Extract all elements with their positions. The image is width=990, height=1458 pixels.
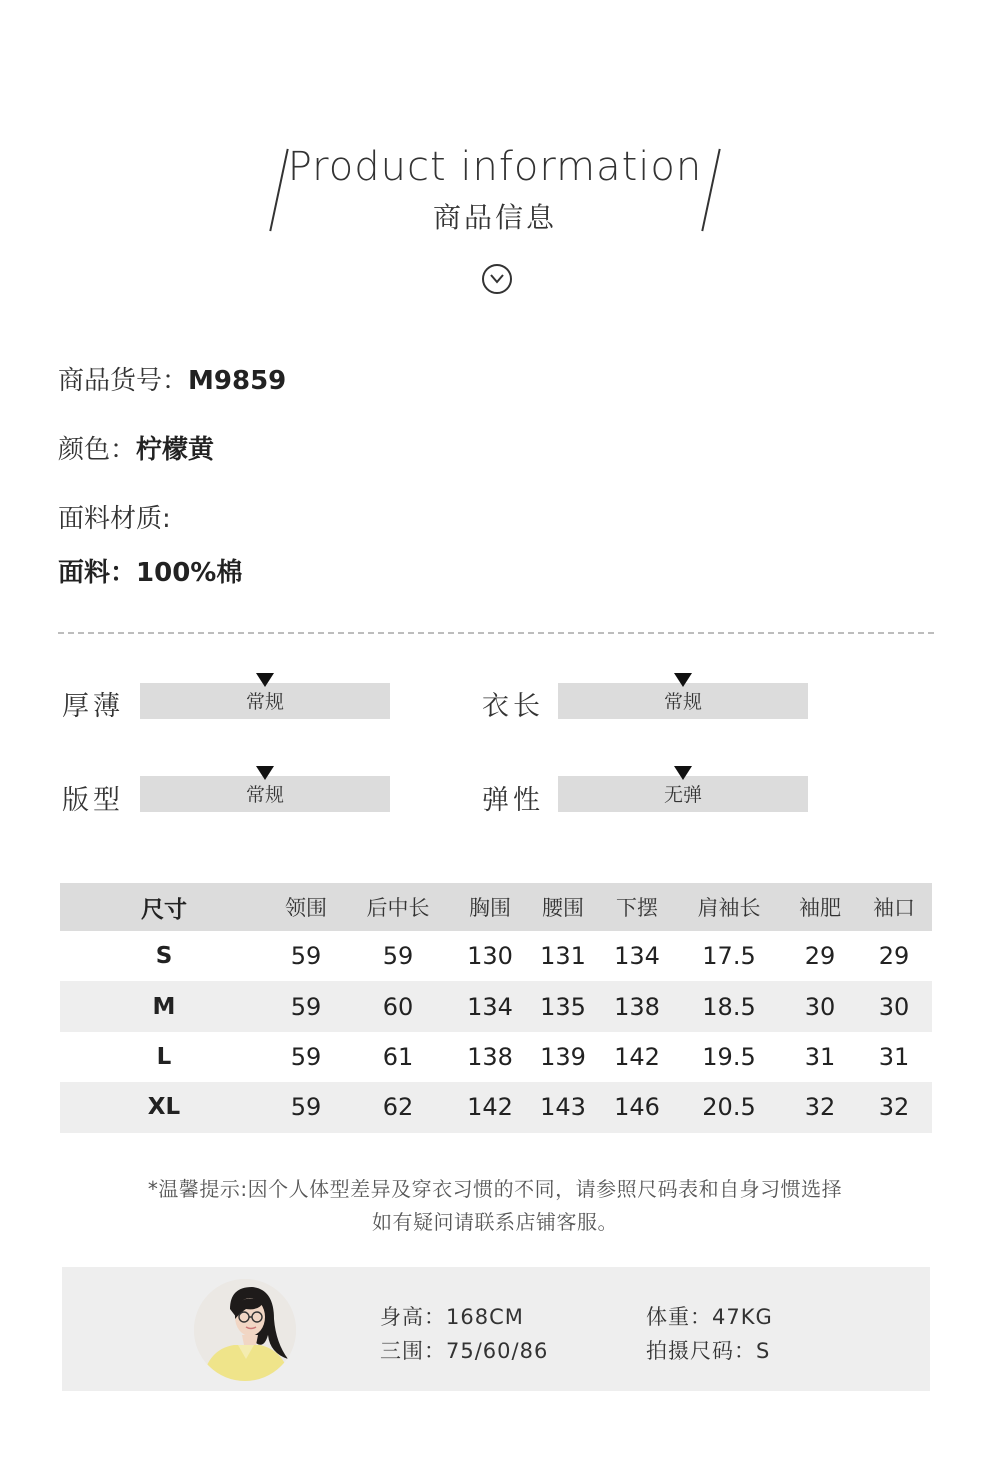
measurement-cell: 135 [540,992,586,1021]
fabric-line [58,552,242,589]
size-cell: XL [147,1094,181,1121]
dashed-divider [58,632,934,634]
measurement-cell: 19.5 [702,1042,756,1071]
measurement-cell: 134 [614,942,660,971]
measurement-cell: 139 [540,1042,586,1071]
table-row [60,981,932,1031]
model-weight-value: 47KG [712,1305,773,1329]
elasticity-value: 无弹 [663,784,702,806]
sku-line [58,360,286,397]
model-shoot-size-label: 拍摄尺码： [646,1339,756,1363]
measurement-cell: 61 [382,1042,414,1071]
measurement-cell: 30 [804,992,836,1021]
elasticity-bar [558,776,808,812]
measurement-cell: 142 [614,1042,660,1071]
table-body [60,931,932,1133]
measurement-cell: 130 [467,942,513,971]
fit-bar [140,776,390,812]
model-weight-label: 体重： [646,1305,712,1329]
measurement-cell: 29 [804,942,836,971]
chevron-down-circle-icon [482,264,512,294]
measurement-cell: 32 [804,1093,836,1122]
triangle-down-icon [674,673,692,687]
measurement-cell: 29 [878,942,910,971]
header-cell: 腰围 [542,896,584,920]
size-cell: S [155,943,173,970]
measurement-cell: 59 [290,992,322,1021]
material-heading: 面料材质: [58,504,171,534]
measurement-cell: 31 [878,1042,910,1071]
length-bar [558,683,808,719]
chevron-down-icon [490,273,504,285]
color-label: 颜色： [58,435,137,465]
thickness-value: 常规 [245,691,284,713]
measurement-cell: 30 [878,992,910,1021]
model-photo-illustration [194,1279,296,1381]
model-measurements [380,1335,548,1365]
model-height-label: 身高： [380,1305,446,1329]
fabric-value: 100%棉 [136,558,243,588]
table-row [60,931,932,981]
model-measurements-value: 75/60/86 [446,1339,549,1363]
measurement-cell: 134 [467,992,513,1021]
header-cell: 下摆 [616,896,658,920]
header-cell: 领围 [285,896,327,920]
header-cell: 尺寸 [141,896,187,923]
measurement-cell: 31 [804,1042,836,1071]
title-english: Product information [287,144,703,190]
sku-value: M9859 [188,366,287,396]
triangle-down-icon [256,766,274,780]
measurement-cell: 32 [878,1093,910,1122]
title-chinese: 商品信息 [432,201,557,234]
header-cell: 肩袖长 [697,896,761,920]
measurement-cell: 138 [467,1042,513,1071]
measurement-cell: 17.5 [702,942,756,971]
measurement-cell: 138 [614,992,660,1021]
thickness-bar [140,683,390,719]
measurement-cell: 59 [290,1093,322,1122]
table-row [60,1082,932,1132]
measurement-cell: 18.5 [702,992,756,1021]
tip-note-line1: *温馨提示:因个人体型差异及穿衣习惯的不同，请参照尺码表和自身习惯选择 [147,1177,843,1201]
header-cell: 袖口 [873,896,915,920]
measurement-cell: 142 [467,1093,513,1122]
measurement-cell: 143 [540,1093,586,1122]
measurement-cell: 131 [540,942,586,971]
tip-note-line2: 如有疑问请联系店铺客服。 [372,1210,618,1234]
header-cell: 胸围 [469,896,511,920]
length-value: 常规 [663,691,702,713]
fabric-label: 面料： [58,558,137,588]
measurement-cell: 62 [382,1093,414,1122]
model-measurements-label: 三围： [380,1339,446,1363]
header-cell: 后中长 [366,896,430,920]
measurement-cell: 146 [614,1093,660,1122]
model-height [380,1301,524,1331]
table-header-row [60,883,932,931]
size-cell: L [156,1043,172,1070]
thickness-label: 厚薄 [62,691,124,722]
sku-label: 商品货号： [58,366,189,396]
model-weight [646,1301,773,1331]
measurement-cell: 20.5 [702,1093,756,1122]
color-line [58,429,214,466]
header-cell: 袖肥 [799,896,841,920]
model-height-value: 168CM [446,1305,524,1329]
size-table [60,883,932,1133]
measurement-cell: 59 [382,942,414,971]
measurement-cell: 59 [290,1042,322,1071]
size-cell: M [152,993,176,1020]
model-avatar [194,1279,296,1381]
model-shoot-size-value: S [756,1339,771,1363]
triangle-down-icon [256,673,274,687]
triangle-down-icon [674,766,692,780]
measurement-cell: 59 [290,942,322,971]
model-info-box [62,1267,930,1391]
measurement-cell: 60 [382,992,414,1021]
color-value: 柠檬黄 [136,435,215,465]
elasticity-label: 弹性 [482,785,544,816]
table-row [60,1032,932,1082]
length-label: 衣长 [482,691,544,722]
fit-label: 版型 [62,785,124,816]
fit-value: 常规 [245,784,284,806]
model-shoot-size [646,1335,770,1365]
